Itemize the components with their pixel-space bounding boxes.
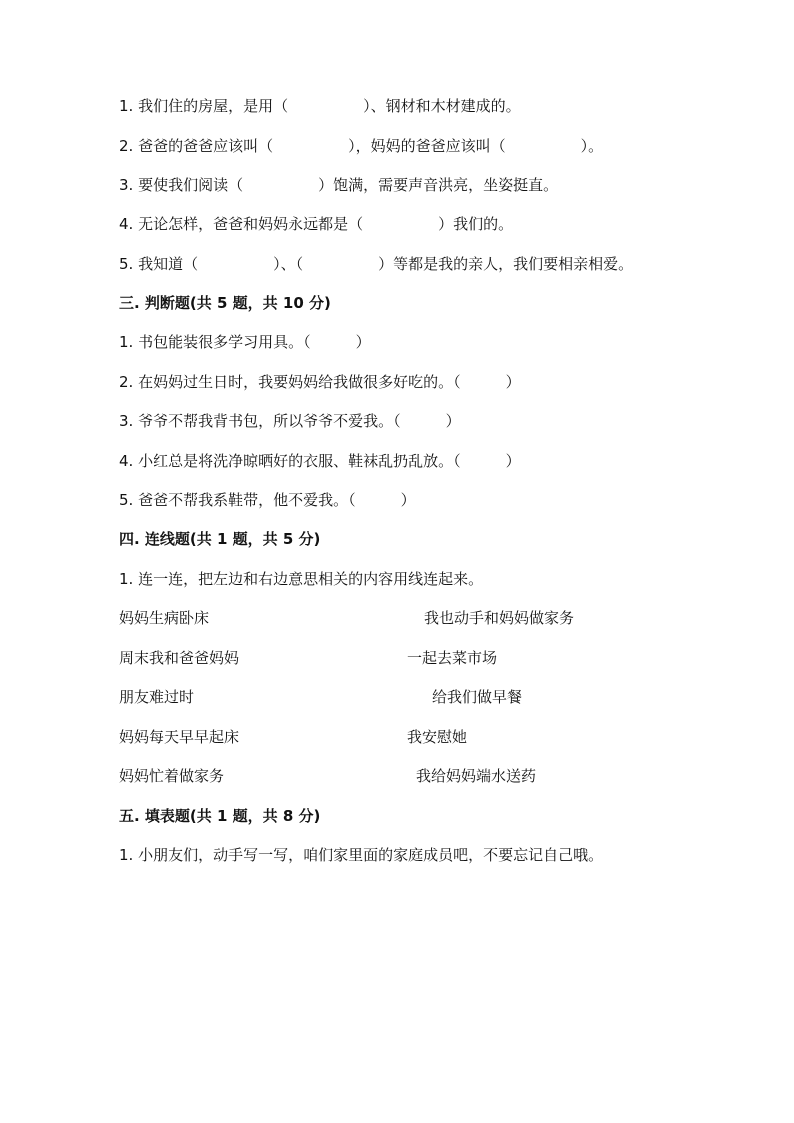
matching-right-5: 我给妈妈端水送药: [416, 767, 537, 785]
judge-item-2: 2. 在妈妈过生日时，我要妈妈给我做很多好吃的。（ ）: [119, 373, 521, 391]
judge-item-1: 1. 书包能装很多学习用具。（ ）: [119, 333, 371, 351]
matching-left-2: 周末我和爸爸妈妈: [119, 649, 240, 667]
section-4-heading: 四. 连线题(共 1 题，共 5 分): [119, 530, 321, 548]
matching-left-3: 朋友难过时: [119, 688, 195, 706]
judge-item-5: 5. 爸爸不帮我系鞋带，他不爱我。（ ）: [119, 491, 416, 509]
fill-blank-item-5: 5. 我知道（ ）、（ ）等都是我的亲人，我们要相亲相爱。: [119, 255, 634, 273]
matching-right-3: 给我们做早餐: [432, 688, 523, 706]
matching-left-4: 妈妈每天早早起床: [119, 728, 240, 746]
fill-blank-item-1: 1. 我们住的房屋，是用（ ）、钢材和木材建成的。: [119, 97, 521, 115]
matching-question: 1. 连一连，把左边和右边意思相关的内容用线连起来。: [119, 570, 484, 588]
section-3-heading: 三. 判断题(共 5 题，共 10 分): [119, 294, 331, 312]
matching-right-1: 我也动手和妈妈做家务: [424, 609, 575, 627]
fill-blank-item-3: 3. 要使我们阅读（ ）饱满，需要声音洪亮，坐姿挺直。: [119, 176, 559, 194]
matching-right-2: 一起去菜市场: [407, 649, 498, 667]
matching-left-1: 妈妈生病卧床: [119, 609, 210, 627]
table-question: 1. 小朋友们，动手写一写，咱们家里面的家庭成员吧，不要忘记自己哦。: [119, 846, 604, 864]
judge-item-4: 4. 小红总是将洗净晾晒好的衣服、鞋袜乱扔乱放。（ ）: [119, 452, 521, 470]
fill-blank-item-4: 4. 无论怎样，爸爸和妈妈永远都是（ ）我们的。: [119, 215, 514, 233]
matching-right-4: 我安慰她: [407, 728, 468, 746]
fill-blank-item-2: 2. 爸爸的爸爸应该叫（ ），妈妈的爸爸应该叫（ ）。: [119, 137, 604, 155]
judge-item-3: 3. 爷爷不帮我背书包，所以爷爷不爱我。（ ）: [119, 412, 461, 430]
section-5-heading: 五. 填表题(共 1 题，共 8 分): [119, 807, 321, 825]
matching-left-5: 妈妈忙着做家务: [119, 767, 225, 785]
